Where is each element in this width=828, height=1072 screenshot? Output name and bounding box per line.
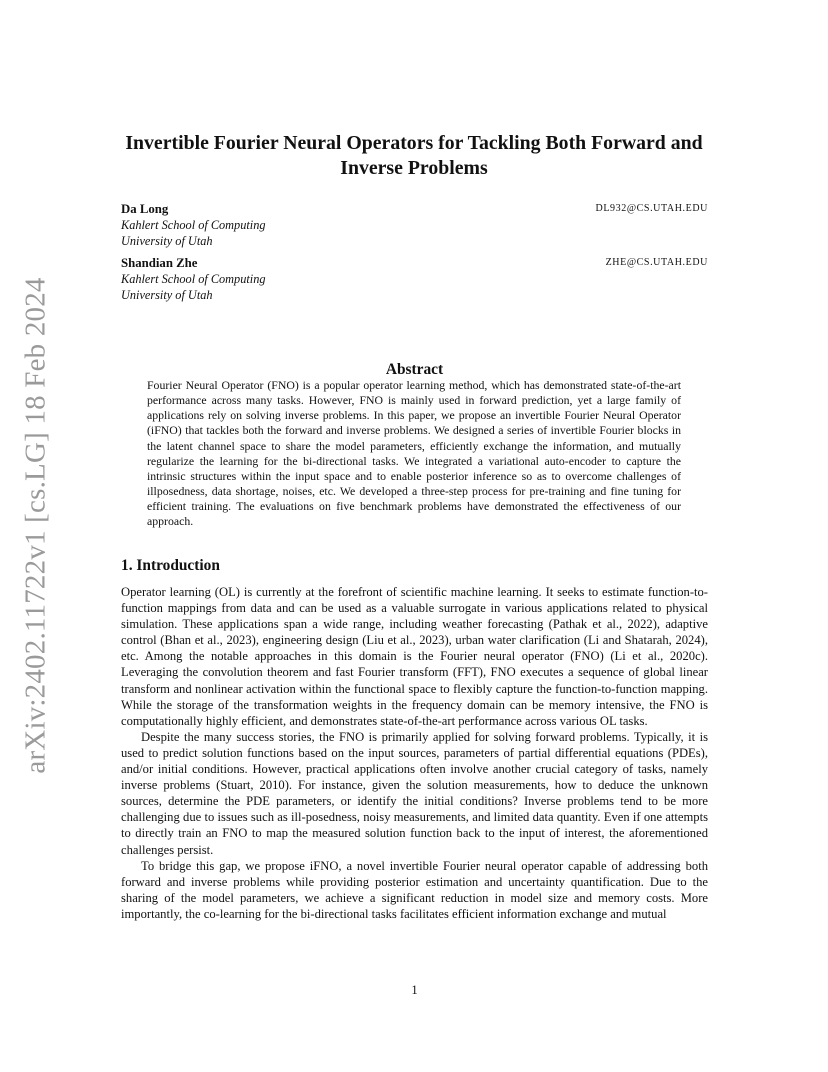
body-paragraph: Despite the many success stories, the FNO is primarily applied for solving forward problems. Typically, it is used to predict solution functions based on the input sources, parameters of partial differential equations (PDEs), and/or initial conditions. However, practical applications often involve another crucial category of tasks, namely inverse problems (Stuart, 2010). For instance, given the solution measurements, how to deduce the unknown sources, determine the PDE parameters, or identify the initial conditions? Inverse problems tend to be more challenging due to issues such as ill-posedness, noisy measurements, and limited data quantity. Even if one attempts to directly train an FNO to map the measured solution function back to the input of interest, the aforementioned challenges persist. bbox=[121, 729, 708, 857]
author-block bbox=[121, 255, 708, 303]
author-university: University of Utah bbox=[121, 288, 213, 302]
arxiv-sidebar-stamp bbox=[17, 276, 55, 774]
introduction-body bbox=[121, 584, 708, 922]
author-university: University of Utah bbox=[121, 234, 213, 248]
author-name: Shandian Zhe bbox=[121, 256, 198, 270]
author-name: Da Long bbox=[121, 202, 169, 216]
author-email: ZHE@CS.UTAH.EDU bbox=[605, 257, 708, 268]
author-email: DL932@CS.UTAH.EDU bbox=[595, 203, 708, 214]
page-number: 1 bbox=[411, 983, 418, 997]
section-heading: 1. Introduction bbox=[121, 557, 220, 574]
author-affiliation: Kahlert School of Computing bbox=[121, 272, 266, 286]
author-affiliation: Kahlert School of Computing bbox=[121, 218, 266, 232]
abstract-heading: Abstract bbox=[385, 361, 444, 378]
abstract-text: Fourier Neural Operator (FNO) is a popular operator learning method, which has demonstrated state-of-the-art performance across many tasks. However, FNO is mainly used in forward prediction, yet a large family of applications rely on solving inverse problems. In this paper, we propose an invertible Fourier Neural Operator (iFNO) that tackles both the forward and inverse problems. We designed a series of invertible Fourier blocks in the latent channel space to share the model parameters, efficiently exchange the information, and mutually regularize the learning for the bi-directional tasks. We integrated a variational auto-encoder to capture the intrinsic structures within the input space and to enable posterior inference so as to overcome challenges of illposedness, data shortage, noises, etc. We developed a three-step process for pre-training and fine tuning for efficient training. The evaluations on five benchmark problems have demonstrated the effectiveness of our approach. bbox=[147, 378, 681, 529]
arxiv-identifier: arXiv:2402.11722v1 [cs.LG] 18 Feb 2024 bbox=[19, 276, 52, 774]
body-paragraph: Operator learning (OL) is currently at the forefront of scientific machine learning. It seeks to estimate function-to-function mappings from data and can be used as a valuable surrogate in various applications related to physical simulation. These applications span a wide range, including weather forecasting (Pathak et al., 2022), adaptive control (Bhan et al., 2023), engineering design (Liu et al., 2023), urban water clarification (Li and Shatarah, 2024), etc. Among the notable approaches in this domain is the Fourier neural operator (FNO) (Li et al., 2020c). Leveraging the convolution theorem and fast Fourier transform (FFT), FNO executes a sequence of global linear transform and nonlinear activation within the functional space to flexibly capture the function-to-function mapping. While the storage of the transformation weights in the frequency domain can be memory intensive, the FNO is computationally highly efficient, and demonstrates state-of-the-art performance across various OL tasks. bbox=[121, 585, 708, 728]
paper-title: Invertible Fourier Neural Operators for Tackling Both Forward and Inverse Problems bbox=[125, 132, 703, 179]
body-paragraph: To bridge this gap, we propose iFNO, a novel invertible Fourier neural operator capable of addressing both forward and inverse problems while providing posterior estimation and uncertainty quantification. Due to the sharing of the model parameters, we achieve a significant reduction in model size and memory costs. More importantly, the co-learning for the bi-directional tasks facilitates efficient information exchange and mutual bbox=[121, 858, 708, 921]
author-block bbox=[121, 201, 708, 249]
